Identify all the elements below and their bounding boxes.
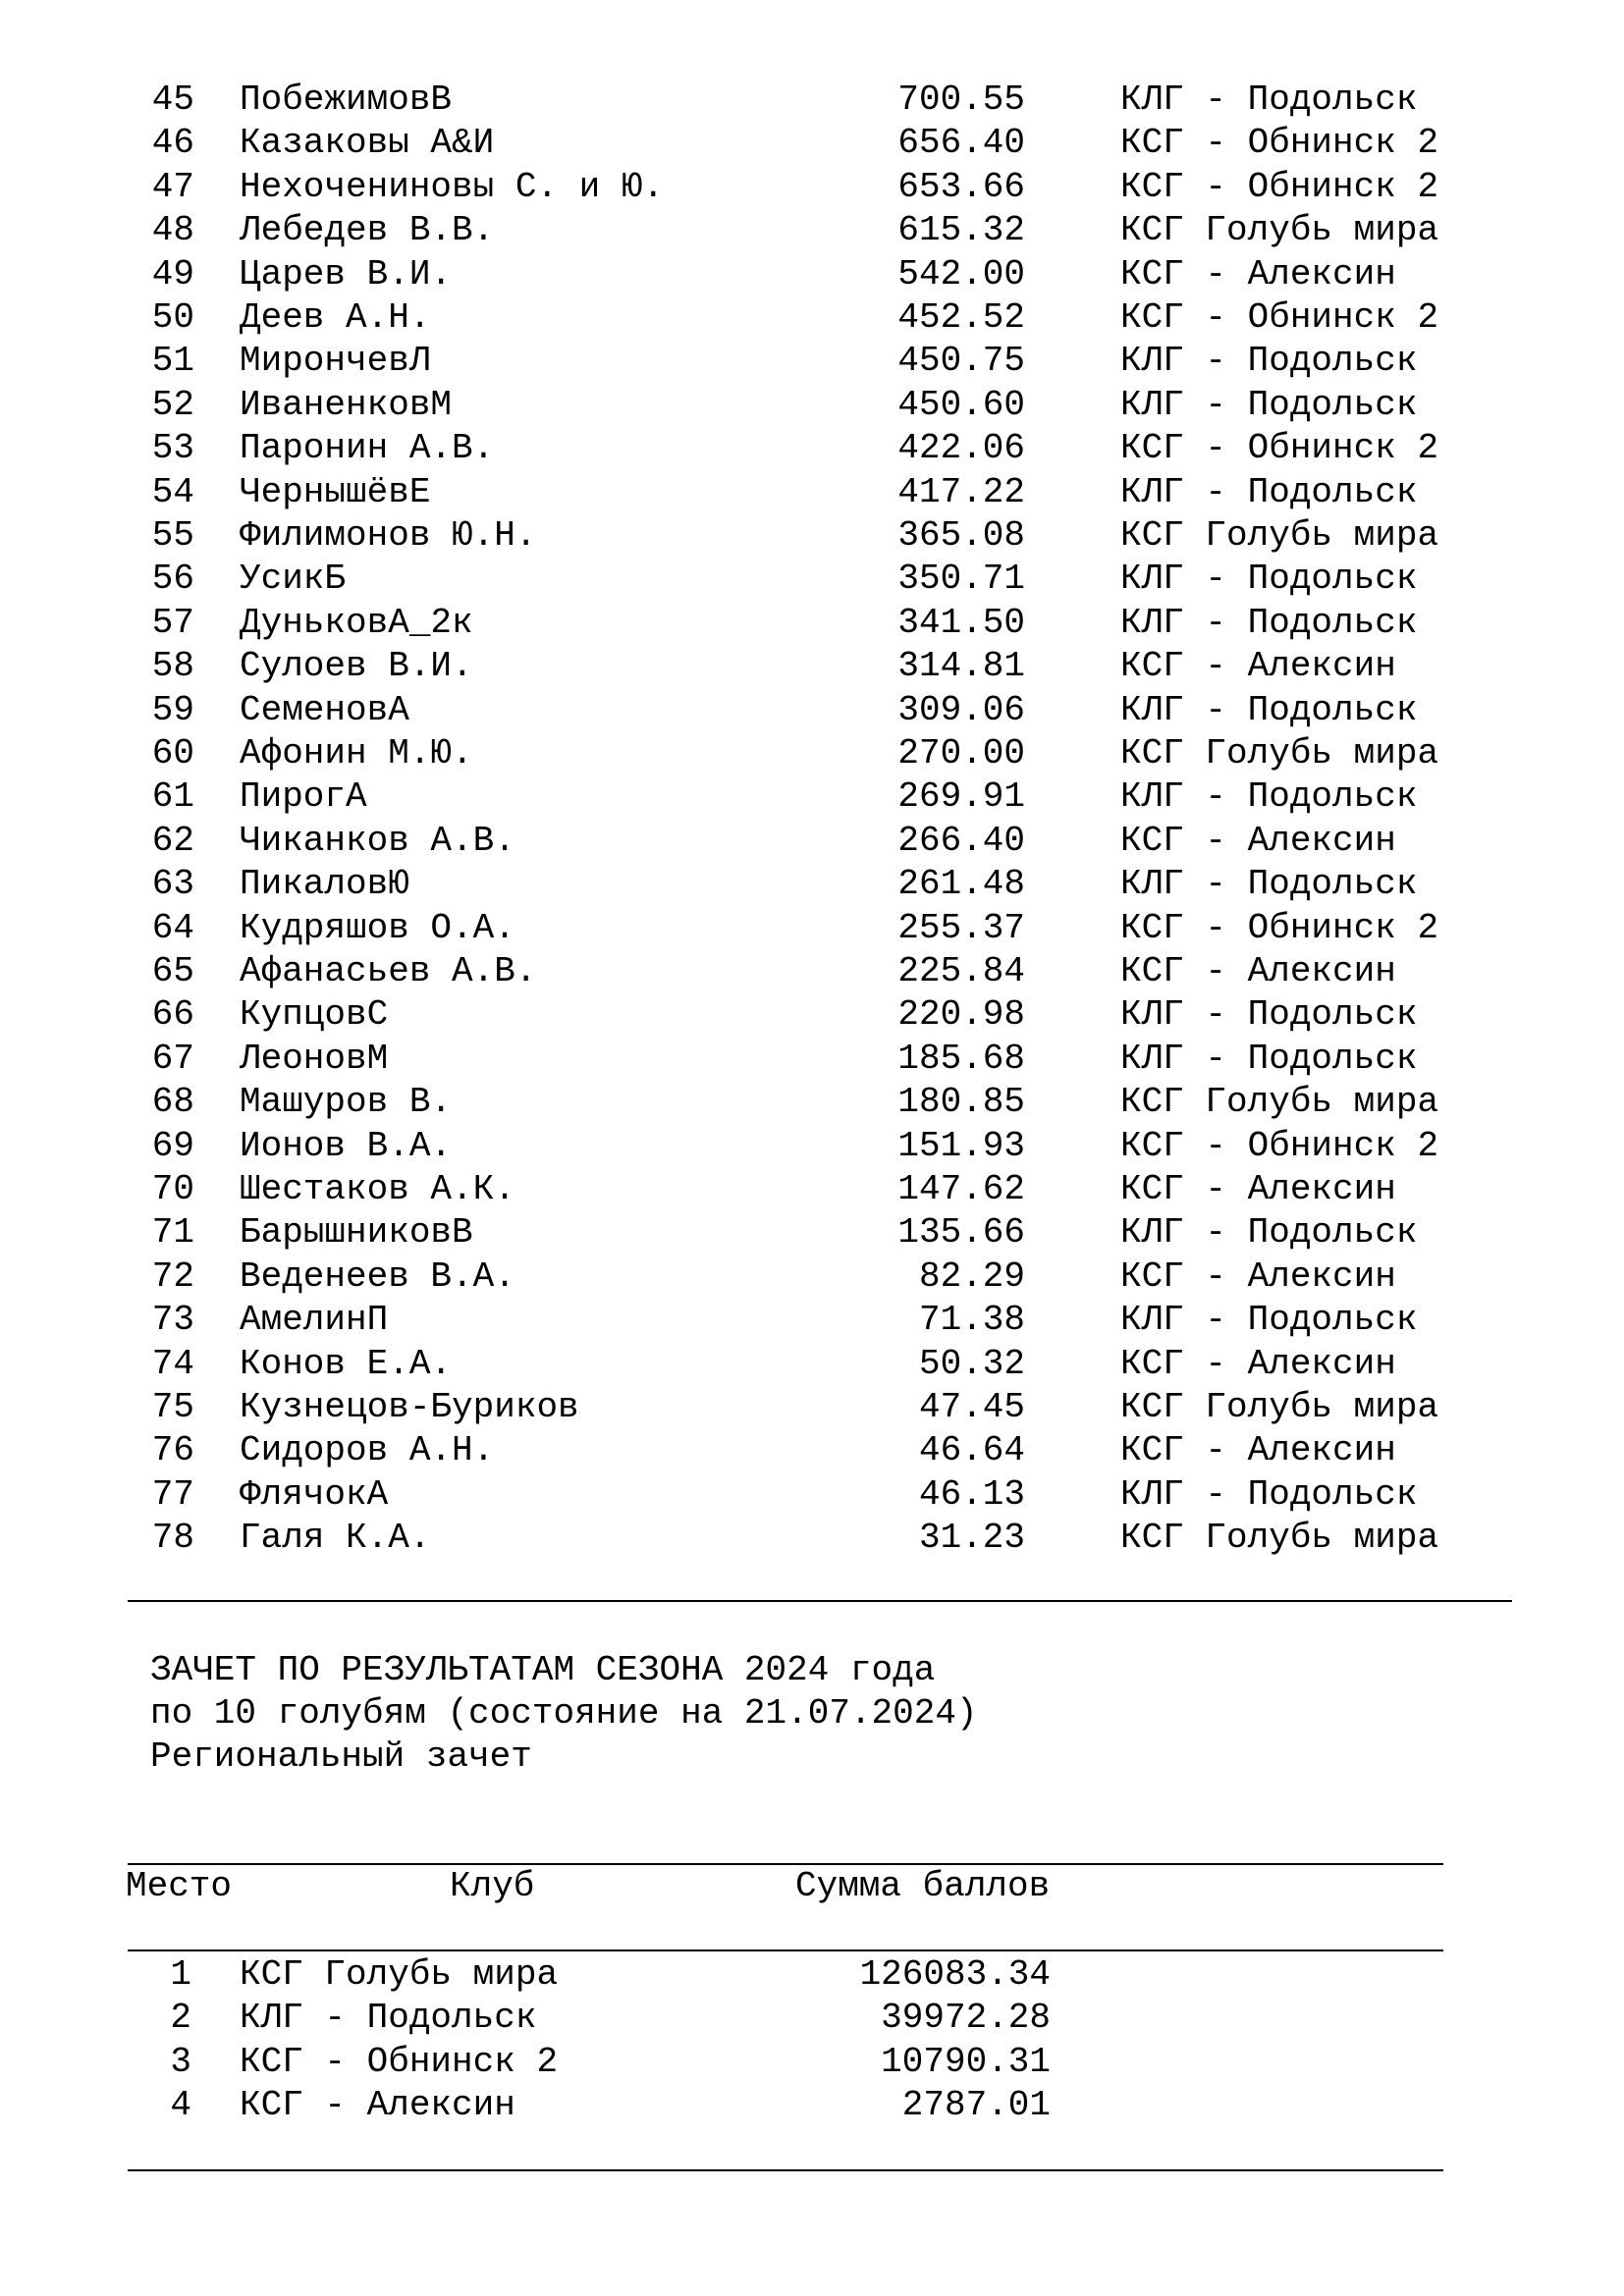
result-place: 73 <box>151 1300 194 1341</box>
result-score: 220.98 <box>897 994 1025 1036</box>
club-table-header-place: Место <box>126 1866 233 1906</box>
result-score: 417.22 <box>897 471 1025 512</box>
result-row <box>0 993 1624 1037</box>
result-score: 135.66 <box>897 1212 1025 1254</box>
result-place: 64 <box>151 907 194 948</box>
result-name: СеменовА <box>240 689 409 730</box>
result-name: Шестаков А.К. <box>240 1169 515 1209</box>
result-club: КСГ - Обнинск 2 <box>1120 428 1439 469</box>
result-place: 61 <box>151 776 194 818</box>
club-table-row <box>0 1953 1624 1997</box>
result-place: 49 <box>151 253 194 294</box>
club-table-row <box>0 2084 1624 2127</box>
result-club: КСГ - Алексин <box>1120 253 1396 294</box>
result-row <box>0 950 1624 993</box>
result-place: 75 <box>151 1387 194 1427</box>
result-club: КСГ - Алексин <box>1120 820 1396 861</box>
result-place: 69 <box>151 1125 194 1166</box>
result-name: Паронин А.В. <box>240 428 495 469</box>
result-club: КСГ - Обнинск 2 <box>1120 1125 1439 1166</box>
result-place: 63 <box>151 864 194 905</box>
result-row <box>0 79 1624 122</box>
result-place: 51 <box>151 341 194 382</box>
result-row <box>0 558 1624 601</box>
result-club: КЛГ - Подольск <box>1120 602 1418 643</box>
result-name: ПикаловЮ <box>240 864 409 905</box>
result-score: 266.40 <box>897 820 1025 861</box>
result-place: 74 <box>151 1343 194 1384</box>
result-place: 55 <box>151 515 194 556</box>
result-club: КСГ - Обнинск 2 <box>1120 166 1439 207</box>
result-score: 350.71 <box>897 559 1025 600</box>
result-place: 77 <box>151 1473 194 1515</box>
result-name: Машуров В. <box>240 1082 453 1123</box>
result-place: 46 <box>151 123 194 164</box>
result-club: КСГ Голубь мира <box>1120 515 1439 556</box>
result-place: 68 <box>151 1082 194 1123</box>
result-place: 78 <box>151 1518 194 1559</box>
result-club: КЛГ - Подольск <box>1120 1212 1418 1254</box>
result-place: 60 <box>151 733 194 774</box>
result-row <box>0 775 1624 819</box>
result-score: 314.81 <box>897 646 1025 687</box>
result-club: КСГ Голубь мира <box>1120 1082 1439 1123</box>
club-table-row <box>0 2041 1624 2084</box>
club-table-header-score: Сумма баллов <box>795 1866 1051 1906</box>
result-score: 452.52 <box>897 297 1025 338</box>
result-place: 57 <box>151 602 194 643</box>
result-club: КЛГ - Подольск <box>1120 864 1418 905</box>
result-row <box>0 427 1624 470</box>
result-club: КСГ - Алексин <box>1120 1255 1396 1297</box>
club-table-score: 39972.28 <box>881 1998 1051 2039</box>
result-place: 62 <box>151 820 194 861</box>
result-name: ПирогА <box>240 776 367 818</box>
result-score: 255.37 <box>897 907 1025 948</box>
club-table-place: 2 <box>170 1998 191 2039</box>
result-row <box>0 340 1624 383</box>
result-place: 52 <box>151 384 194 425</box>
result-row <box>0 1211 1624 1255</box>
result-name: Галя К.А. <box>240 1518 431 1559</box>
result-row <box>0 122 1624 165</box>
club-table-bottom-rule <box>128 2169 1443 2171</box>
result-score: 422.06 <box>897 428 1025 469</box>
result-club: КСГ - Обнинск 2 <box>1120 297 1439 338</box>
result-name: ИваненковМ <box>240 384 453 425</box>
result-name: УсикБ <box>240 559 347 600</box>
result-place: 71 <box>151 1212 194 1254</box>
result-name: Афанасьев А.В. <box>240 951 537 991</box>
result-place: 54 <box>151 471 194 512</box>
result-place: 66 <box>151 994 194 1036</box>
club-table-score: 126083.34 <box>859 1954 1051 1995</box>
result-club: КСГ - Алексин <box>1120 951 1396 991</box>
result-name: Деев А.Н. <box>240 297 431 338</box>
result-place: 53 <box>151 428 194 469</box>
result-score: 50.32 <box>918 1343 1025 1384</box>
section-title-line-2: по 10 голубям (состояние на 21.07.2024) <box>150 1693 978 1734</box>
result-score: 269.91 <box>897 776 1025 818</box>
result-club: КЛГ - Подольск <box>1120 559 1418 600</box>
result-name: Ионов В.А. <box>240 1125 453 1166</box>
result-club: КСГ - Обнинск 2 <box>1120 123 1439 164</box>
result-score: 151.93 <box>897 1125 1025 1166</box>
result-score: 309.06 <box>897 689 1025 730</box>
result-club: КЛГ - Подольск <box>1120 689 1418 730</box>
result-score: 185.68 <box>897 1038 1025 1079</box>
result-name: Сидоров А.Н. <box>240 1430 495 1471</box>
result-row <box>0 209 1624 252</box>
result-row <box>0 1473 1624 1517</box>
result-place: 50 <box>151 297 194 338</box>
result-row <box>0 820 1624 863</box>
club-table-place: 1 <box>170 1954 191 1995</box>
club-table-header-club: Клуб <box>450 1866 535 1906</box>
result-score: 82.29 <box>918 1255 1025 1297</box>
result-club: КСГ Голубь мира <box>1120 210 1439 251</box>
result-score: 147.62 <box>897 1169 1025 1209</box>
result-place: 47 <box>151 166 194 207</box>
result-club: КЛГ - Подольск <box>1120 80 1418 120</box>
result-name: Казаковы А&И <box>240 123 495 164</box>
result-score: 261.48 <box>897 864 1025 905</box>
result-score: 225.84 <box>897 951 1025 991</box>
result-name: МирончевЛ <box>240 341 431 382</box>
section-divider-top <box>128 1600 1512 1602</box>
club-table-place: 3 <box>170 2041 191 2082</box>
result-name: БарышниковВ <box>240 1212 473 1254</box>
club-table-club: КСГ Голубь мира <box>240 1954 559 1995</box>
result-name: Кудряшов О.А. <box>240 907 515 948</box>
result-row <box>0 1386 1624 1429</box>
result-score: 450.60 <box>897 384 1025 425</box>
result-name: ФлячокА <box>240 1473 389 1515</box>
club-table-score: 2787.01 <box>901 2085 1051 2126</box>
result-row <box>0 1517 1624 1560</box>
result-club: КЛГ - Подольск <box>1120 1038 1418 1079</box>
club-table-row <box>0 1997 1624 2040</box>
result-place: 72 <box>151 1255 194 1297</box>
result-name: Чиканков А.В. <box>240 820 515 861</box>
result-score: 31.23 <box>918 1518 1025 1559</box>
club-table-club: КСГ - Обнинск 2 <box>240 2041 559 2082</box>
result-row <box>0 166 1624 209</box>
result-name: АмелинП <box>240 1300 389 1341</box>
result-row <box>0 514 1624 558</box>
result-name: Филимонов Ю.Н. <box>240 515 537 556</box>
result-name: Сулоев В.И. <box>240 646 473 687</box>
result-row <box>0 863 1624 906</box>
result-club: КЛГ - Подольск <box>1120 994 1418 1036</box>
section-title-line-1: ЗАЧЕТ ПО РЕЗУЛЬТАТАМ СЕЗОНА 2024 года <box>150 1650 936 1690</box>
result-place: 70 <box>151 1169 194 1209</box>
result-score: 341.50 <box>897 602 1025 643</box>
result-club: КЛГ - Подольск <box>1120 471 1418 512</box>
result-row <box>0 1168 1624 1211</box>
club-table-club: КЛГ - Подольск <box>240 1998 537 2039</box>
result-place: 76 <box>151 1430 194 1471</box>
result-name: ЛеоновМ <box>240 1038 389 1079</box>
result-name: Кузнецов-Буриков <box>240 1387 579 1427</box>
result-name: Конов Е.А. <box>240 1343 453 1384</box>
club-table-top-rule <box>128 1863 1443 1865</box>
result-place: 56 <box>151 559 194 600</box>
result-name: ЧернышёвЕ <box>240 471 431 512</box>
result-name: ПобежимовВ <box>240 80 453 120</box>
result-row <box>0 1081 1624 1124</box>
result-score: 700.55 <box>897 80 1025 120</box>
result-row <box>0 1125 1624 1168</box>
result-row <box>0 1299 1624 1342</box>
result-row <box>0 471 1624 514</box>
result-club: КСГ - Алексин <box>1120 1169 1396 1209</box>
section-title-line-3: Региональный зачет <box>150 1736 532 1777</box>
result-score: 656.40 <box>897 123 1025 164</box>
result-club: КСГ - Алексин <box>1120 1430 1396 1471</box>
result-place: 48 <box>151 210 194 251</box>
result-score: 180.85 <box>897 1082 1025 1123</box>
result-club: КЛГ - Подольск <box>1120 1473 1418 1515</box>
result-place: 58 <box>151 646 194 687</box>
result-row <box>0 689 1624 732</box>
result-club: КСГ - Алексин <box>1120 1343 1396 1384</box>
result-club: КСГ - Обнинск 2 <box>1120 907 1439 948</box>
result-place: 67 <box>151 1038 194 1079</box>
result-club: КЛГ - Подольск <box>1120 1300 1418 1341</box>
result-place: 65 <box>151 951 194 991</box>
result-score: 46.13 <box>918 1473 1025 1515</box>
result-row <box>0 384 1624 427</box>
result-name: Веденеев В.А. <box>240 1255 515 1297</box>
result-score: 47.45 <box>918 1387 1025 1427</box>
club-table-club: КСГ - Алексин <box>240 2085 515 2126</box>
result-score: 450.75 <box>897 341 1025 382</box>
result-row <box>0 645 1624 688</box>
result-row <box>0 296 1624 340</box>
club-table-place: 4 <box>170 2085 191 2126</box>
result-score: 71.38 <box>918 1300 1025 1341</box>
result-score: 365.08 <box>897 515 1025 556</box>
result-club: КСГ Голубь мира <box>1120 1387 1439 1427</box>
result-club: КЛГ - Подольск <box>1120 341 1418 382</box>
result-row <box>0 602 1624 645</box>
result-score: 653.66 <box>897 166 1025 207</box>
result-club: КЛГ - Подольск <box>1120 384 1418 425</box>
result-row <box>0 1429 1624 1472</box>
club-table-score: 10790.31 <box>881 2041 1051 2082</box>
result-place: 59 <box>151 689 194 730</box>
result-row <box>0 1255 1624 1299</box>
result-row <box>0 907 1624 950</box>
club-table-header-rule <box>128 1949 1443 1951</box>
result-club: КСГ - Алексин <box>1120 646 1396 687</box>
result-club: КСГ Голубь мира <box>1120 1518 1439 1559</box>
result-row <box>0 253 1624 296</box>
result-name: Лебедев В.В. <box>240 210 495 251</box>
result-name: КупцовС <box>240 994 389 1036</box>
result-score: 542.00 <box>897 253 1025 294</box>
result-score: 615.32 <box>897 210 1025 251</box>
result-club: КСГ Голубь мира <box>1120 733 1439 774</box>
result-row <box>0 732 1624 775</box>
result-row <box>0 1343 1624 1386</box>
result-score: 46.64 <box>918 1430 1025 1471</box>
result-name: Афонин М.Ю. <box>240 733 473 774</box>
result-name: Царев В.И. <box>240 253 453 294</box>
result-row <box>0 1038 1624 1081</box>
result-place: 45 <box>151 80 194 120</box>
result-club: КЛГ - Подольск <box>1120 776 1418 818</box>
result-name: Нехочениновы С. и Ю. <box>240 166 665 207</box>
result-name: ДуньковА_2к <box>240 602 473 643</box>
result-score: 270.00 <box>897 733 1025 774</box>
